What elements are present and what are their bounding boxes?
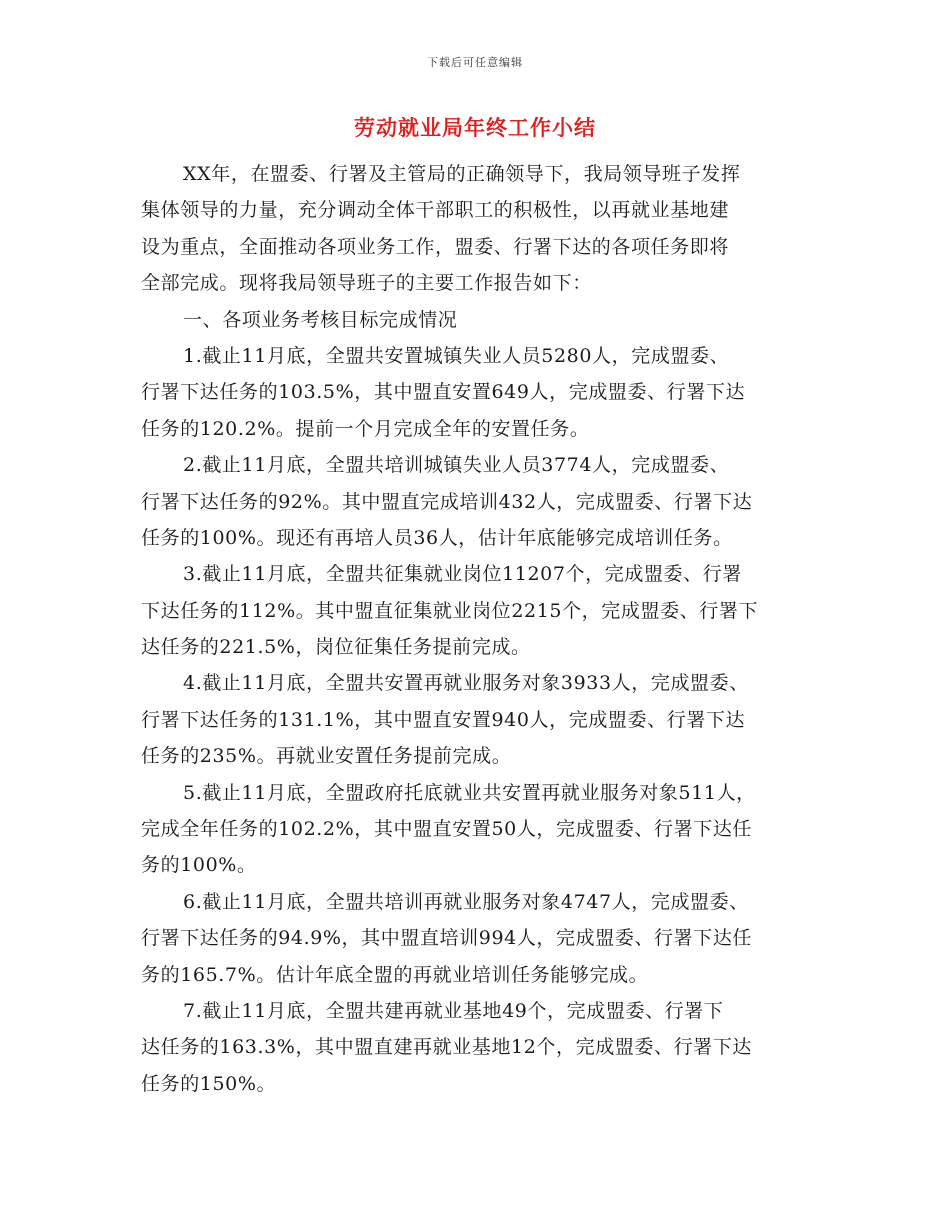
document-body	[141, 156, 809, 1102]
item-5-line: 务的100%。	[141, 854, 257, 877]
item-3-line: 下达任务的112%。其中盟直征集就业岗位2215个，完成盟委、行署下	[141, 599, 759, 622]
item-7-line: 达任务的163.3%，其中盟直建再就业基地12个，完成盟委、行署下达	[141, 1036, 753, 1059]
item-1-line: 任务的120.2%。提前一个月完成全年的安置任务。	[141, 417, 590, 440]
header-note: 下载后可任意编辑	[427, 56, 523, 69]
item-2-line: 2.截止11月底，全盟共培训城镇失业人员3774人，完成盟委、	[183, 454, 730, 477]
item-1-line: 行署下达任务的103.5%，其中盟直安置649人，完成盟委、行署下达	[141, 381, 746, 404]
item-2-line: 任务的100%。现还有再培人员36人，估计年底能够完成培训任务。	[141, 526, 733, 549]
intro-line: 设为重点，全面推动各项业务工作，盟委、行署下达的各项任务即将	[141, 235, 730, 258]
intro-line: 集体领导的力量，充分调动全体干部职工的积极性，以再就业基地建	[141, 199, 730, 222]
section-heading: 一、各项业务考核目标完成情况	[183, 308, 458, 331]
item-2-line: 行署下达任务的92%。其中盟直完成培训432人，完成盟委、行署下达	[141, 490, 753, 513]
item-3-line: 3.截止11月底，全盟共征集就业岗位11207个，完成盟委、行署	[183, 563, 742, 586]
item-5-line: 完成全年任务的102.2%，其中盟直安置50人，完成盟委、行署下达任	[141, 818, 753, 841]
item-4-line: 行署下达任务的131.1%，其中盟直安置940人，完成盟委、行署下达	[141, 708, 746, 731]
item-5-line: 5.截止11月底，全盟政府托底就业共安置再就业服务对象511人，	[183, 781, 756, 804]
item-6-line: 6.截止11月底，全盟共培训再就业服务对象4747人，完成盟委、	[183, 890, 749, 913]
item-7-line: 任务的150%。	[141, 1072, 277, 1095]
item-4-line: 任务的235%。再就业安置任务提前完成。	[141, 745, 512, 768]
document-title: 劳动就业局年终工作小结	[354, 115, 596, 140]
item-4-line: 4.截止11月底，全盟共安置再就业服务对象3933人，完成盟委、	[183, 672, 749, 695]
item-1-line: 1.截止11月底，全盟共安置城镇失业人员5280人，完成盟委、	[183, 344, 730, 367]
intro-line: 全部完成。现将我局领导班子的主要工作报告如下：	[141, 272, 592, 295]
item-3-line: 达任务的221.5%，岗位征集任务提前完成。	[141, 636, 531, 659]
item-6-line: 行署下达任务的94.9%，其中盟直培训994人，完成盟委、行署下达任	[141, 927, 753, 950]
item-7-line: 7.截止11月底，全盟共建再就业基地49个，完成盟委、行署下	[183, 999, 724, 1022]
intro-line: XX年，在盟委、行署及主管局的正确领导下，我局领导班子发挥	[183, 163, 741, 185]
item-6-line: 务的165.7%。估计年底全盟的再就业培训任务能够完成。	[141, 963, 649, 986]
